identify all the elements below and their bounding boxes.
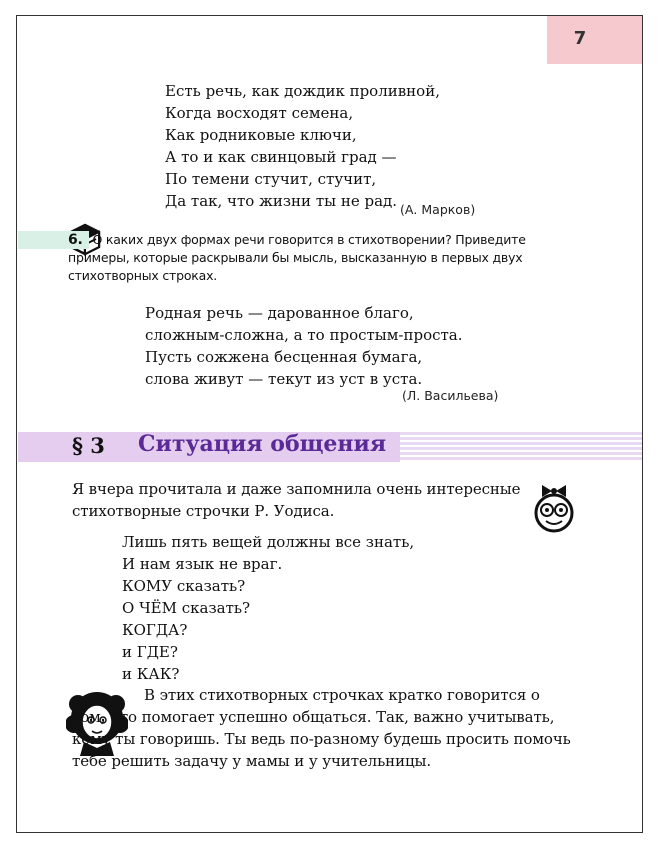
task-text: О каких двух формах речи говорится в стихотворении? Приведите примеры, которые раскрывали бы мысль, высказанную в первых двух стихотворных строках. [68, 232, 526, 283]
poem-vasilyeva [145, 302, 463, 390]
poem-line: Как родниковые ключи, [165, 126, 357, 144]
poem-line: Когда восходят семена, [165, 104, 354, 122]
poem-line: Да так, что жизни ты не рад. [165, 192, 398, 210]
poem-line: По темени стучит, стучит, [165, 170, 377, 188]
poem-line: О ЧЁМ сказать? [122, 599, 251, 617]
task-6 [68, 231, 580, 285]
poem-line: КОГДА? [122, 621, 188, 639]
poem-line: И нам язык не враг. [122, 555, 283, 573]
intro-paragraph: Я вчера прочитала и даже запомнила очень интересные стихотворные строчки Р. Уодиса. [72, 480, 521, 520]
poem-author: (Л. Васильева) [402, 388, 499, 403]
poem-line: Лишь пять вещей должны все знать, [122, 533, 415, 551]
poem-line: и ГДЕ? [122, 643, 178, 661]
poem-line: Есть речь, как дождик проливной, [165, 82, 440, 100]
section-title: Ситуация общения [138, 431, 387, 457]
closing-paragraph [72, 684, 576, 772]
task-number: 6. [18, 231, 89, 249]
closing-text: В этих стихотворных строчках кратко говорится о том, что помогает успешно общаться. Так, важно учитывать, кому ты говоришь. Ты ведь по-разному будешь просить помочь тебе решить задачу у мамы и у учительницы. [72, 686, 571, 770]
poem-line: КОМУ сказать? [122, 577, 246, 595]
girl-character-icon [532, 483, 576, 533]
poem-line: Родная речь — дарованное благо, [145, 304, 414, 322]
poem-line: слова живут — текут из уст в уста. [145, 370, 423, 388]
poem-markov [165, 80, 440, 212]
poem-line: Пусть сожжена бесценная бумага, [145, 348, 423, 366]
page-number: 7 [573, 28, 587, 49]
section-number: § 3 [72, 433, 105, 458]
poem-wodis [122, 531, 414, 685]
poem-line: А то и как свинцовый град — [165, 148, 397, 166]
poem-author: (А. Марков) [400, 202, 476, 217]
poem-line: и КАК? [122, 665, 180, 683]
poem-line: сложным-сложна, а то простым-проста. [145, 326, 463, 344]
